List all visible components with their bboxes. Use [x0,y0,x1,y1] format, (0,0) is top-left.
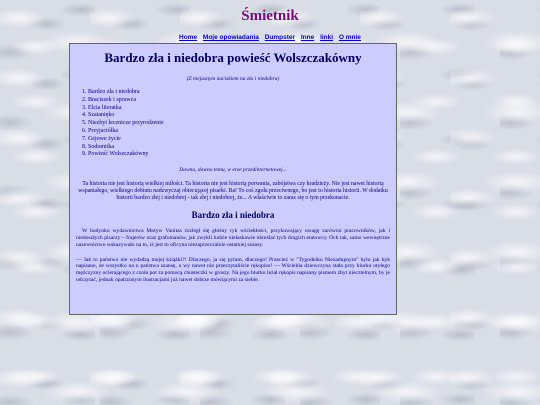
nav-links[interactable]: linki [320,34,334,41]
story-subtitle: (Z niejasnym naciskiem na zła i niedobra) [186,76,280,82]
chapter-link[interactable]: 2. Braciszek i sprawca [82,96,136,103]
chapter-link[interactable]: 3. Elcia literatka [82,104,122,111]
chapter-link[interactable]: 1. Bardzo zła i niedobra [82,89,140,95]
story-panel [69,43,397,315]
chapter-link[interactable]: 6. Przyjaciółka [82,127,118,134]
nav-dumpster[interactable]: Dumpster [264,34,296,41]
intro-paragraph: Ta historia nie jest historią wielkiej miłości. Ta historia nie jest historią porwania, zabójstwa czy kradzieży. Nie jest nawet historią wspaniałego, wielkiego debiutu nadzwyczaj obiecującej pisarki. Ba! To coś zgoła przeciwnego, bo jest to historia historii. W dodatku historii bardzo złej i niedobrej - tak złej i niedobrej, że... A właściwie to zaraz się o tym przekonacie. [78,181,388,202]
section-title: Bardzo zła i niedobra [191,210,275,221]
story-title: Bardzo zła i niedobra powieść Wolszczakówny [104,50,362,65]
chapter-link[interactable]: 4. Szatanięko [82,112,115,119]
chapter-link[interactable]: 7. Gejowe życie [82,135,121,142]
chapter-link[interactable]: 5. Niezbyt lecznicze przyrodzenie [82,120,164,127]
nav-other[interactable]: Inne [300,34,315,41]
intro-line: Dawno, dawno temu, w erze przedinternetowej... [179,167,287,174]
nav-about[interactable]: O mnie [338,34,361,41]
chapter-link[interactable]: 8. Sodomitka [82,143,115,150]
chapter-list [82,89,390,159]
site-title: Śmietnik [241,8,299,24]
story-paragraph: — Jak to państwo nie wydadzą mojej książki?! Dlaczego, ja się pytam, dlaczego! Przecież w "Tygodniku Niezadupnym" było jak byk napisane, że wszystko na u państwa szansę, a wy nawet nie przeczytaliście rękopisu! — Wściekła dziewczyna stała przy biurku otyłego mężczyzny ocierającego z czoła pot za pomocą chusteczki w groszy. Na jego biurku leżał rękopis napisany pismem zbyt niecztelnym, by je odczytać, jednak opatrzonym ilustracjami już nawet dobrze mówiącymi za siebie. [76,256,390,283]
nav-home[interactable]: Home [179,34,198,41]
story-paragraph: W budynku wydawnictwa Motyw Vanitas rozległ się głośny ryk wściekłości, przykuwający uwagę zarówno pracowników, jak i niedoszłych pisarzy – frajerów oraz grafomanów, jak zwykli ludzie niełaskawie określać tych drugich etatowcy. Och tak, samo wewnętrzne nazewnictwo wskazywało na to, iż jest to oficyna niezaprzeczalnie ostatniej szansy. [76,228,390,248]
nav-my-stories[interactable]: Moje opowiadania [202,34,259,41]
chapter-link[interactable]: 9. Powieść Wolszczakówny [82,151,149,158]
main-nav [0,34,540,41]
